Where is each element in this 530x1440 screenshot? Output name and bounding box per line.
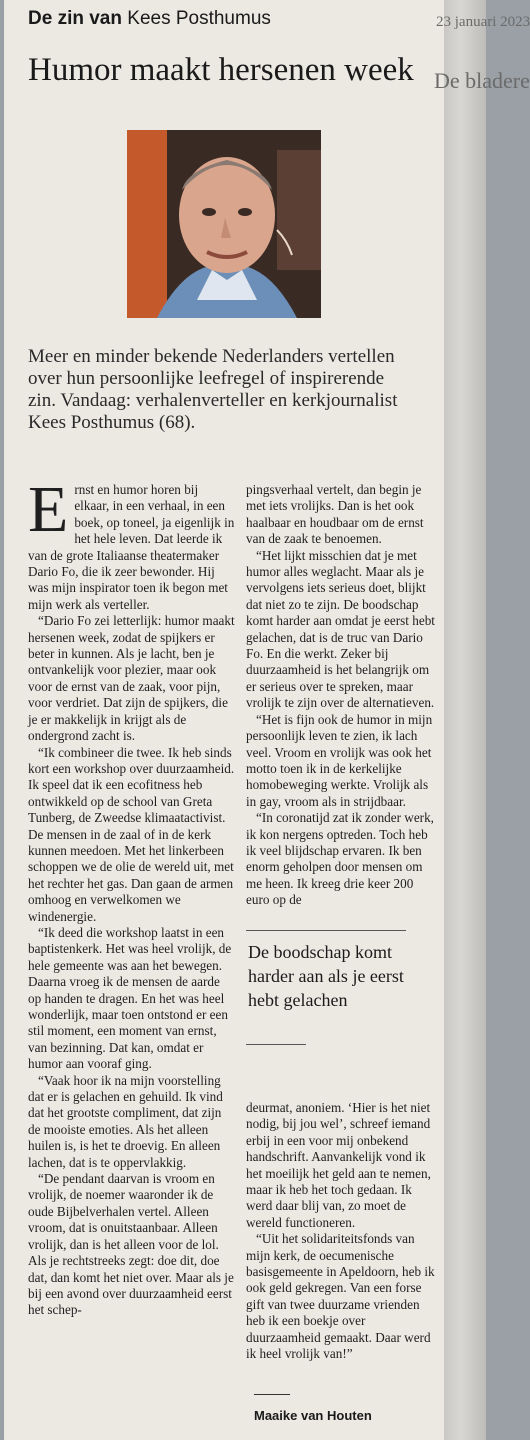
adjacent-date: 23 januari 2023 <box>436 14 530 30</box>
article-headline: Humor maakt hersenen week <box>28 52 414 88</box>
body-column-3 <box>246 1100 440 1363</box>
paragraph: deurmat, anoniem. ‘Hier is het niet nodig, bij jou wel’, schreef iemand erbij in een voor mij onbekend handschrift. Aanvankelijk vond ik het moeilijk het geld aan te nemen, maar ik heb het toch gedaan. Ik werd daar blij van, zo moet de wereld functioneren. <box>246 1100 431 1230</box>
article-intro: Meer en minder bekende Nederlanders vertellen over hun persoonlijke leefregel of inspirerende zin. Vandaag: verhalenverteller en kerkjournalist Kees Posthumus (68). <box>28 346 398 433</box>
drop-cap: E <box>28 473 69 546</box>
paragraph: pingsverhaal vertelt, dan begin je met iets vrolijks. Dan is het ook haalbaar en houdbaar om de ernst van de zaak te benoemen. <box>246 482 424 547</box>
pullquote-rule-bottom <box>246 1044 306 1045</box>
paragraph: “Het lijkt misschien dat je met humor alles weglacht. Maar als je vervolgens iets serieus doet, blijkt dat niet zo te zijn. De boodschap komt harder aan omdat je eerst hebt gelachen, dat is de truc van Dario Fo. En die werkt. Zeker bij duurzaamheid is het belangrijk om er serieus over te spreken, maar vrolijk te zijn over de alternatieven. <box>246 547 435 711</box>
paragraph <box>28 473 236 613</box>
kicker-label: De zin van <box>28 8 122 29</box>
paragraph: “Vaak hoor ik na mijn voorstelling dat er is gelachen en gehuild. Ik vind dat het grootste compliment, dat zijn de mooiste emoties. Als het alleen huilen is, is het te droevig. En alleen lachen, dat is te oppervlakkig. <box>28 1072 223 1170</box>
pullquote-rule-top <box>246 930 406 931</box>
paragraph: “Het is fijn ook de humor in mijn persoonlijk leven te zien, ik lach veel. Vroom en vrolijk was ook het motto toen ik in de kerkelijke homobeweging werkte. Vrolijk als in gay, vroom als in strijdbaar. <box>246 711 433 809</box>
paragraph: “De pendant daarvan is vroom en vrolijk, de noemer waaronder ik de oude Bijbelverhalen vertel. Alleen vroom, dat is onuitstaanbaar. Alleen vrolijk, dan is het alleen voor de lol. Als je rechtstreeks zegt: doe dit, doe dat, dan komt het niet over. Maar als je bij een avond over duurzaamheid eerst het schep- <box>28 1171 234 1318</box>
column-kicker <box>28 8 271 30</box>
portrait-illustration <box>127 130 321 318</box>
paragraph: “In coronatijd zat ik zonder werk, ik kon nergens optreden. Toch heb ik veel blijdschap ervaren. Ik ben enorm geholpen door mensen om me heen. Ik kreeg drie keer 200 euro op de <box>246 810 434 908</box>
paragraph: “Dario Fo zei letterlijk: humor maakt hersenen week, zodat de spijkers er beter in kunnen. Als je lacht, ben je ontvankelijk voor plezier, maar ook voor de ernst van de zaak, voor pijn, voor verdriet. Dat zijn de spijkers, die je er makkelijk in krijgt als de ondergrond zacht is. <box>28 613 235 744</box>
adjacent-headline: De bladere <box>434 68 530 93</box>
byline-rule <box>254 1394 290 1395</box>
portrait-photo <box>127 130 321 318</box>
paragraph: “Ik combineer die twee. Ik heb sinds kort een workshop over duurzaamheid. Ik speel dat ik een ecofitness heb ontwikkeld op de school van Greta Tunberg, de Zweedse klimaatactivist. De mensen in de zaal of in de kerk kunnen meedoen. Met het linkerbeen schoppen we de olie de wereld uit, met het rechter het gas. Dan gaan de armen omhoog en verwelkomen we windenergie. <box>28 744 235 924</box>
author-byline: Maaike van Houten <box>254 1408 372 1423</box>
kicker-person: Kees Posthumus <box>127 8 271 29</box>
paragraph-text: rnst en humor horen bij elkaar, in een verhaal, in een boek, op toneel, ja eigenlijk in het hele leven. Dat leerde ik van de grote Italiaanse theatermaker Dario Fo, die ik zeer bewonder. Hij was mijn inspirator toen ik begon met mijn werk als verteller. <box>28 482 235 612</box>
body-column-1 <box>28 473 236 1319</box>
paragraph: “Ik deed die workshop laatst in een baptistenkerk. Het was heel vrolijk, de hele gemeente was aan het bewegen. Daarna vroeg ik de mensen de aarde op handen te dragen. En het was heel wonderlijk, maar toen ontstond er een stil moment, een moment van ernst, van bezinning. Dat kan, omdat er humor aan vooraf ging. <box>28 924 232 1072</box>
paragraph: “Uit het solidariteitsfonds van mijn kerk, de oecumenische basisgemeente in Apeldoorn, heb ik ook geld gekregen. Van een forse gift van twee duurzame vrienden heb ik een boekje over duurzaamheid gemaakt. Daar werd ik heel vrolijk van!” <box>246 1231 435 1362</box>
pullquote: De boodschap komt harder aan als je eerst hebt gelachen <box>248 942 404 1010</box>
adjacent-page-edge <box>444 0 486 1440</box>
body-column-2 <box>246 482 440 909</box>
